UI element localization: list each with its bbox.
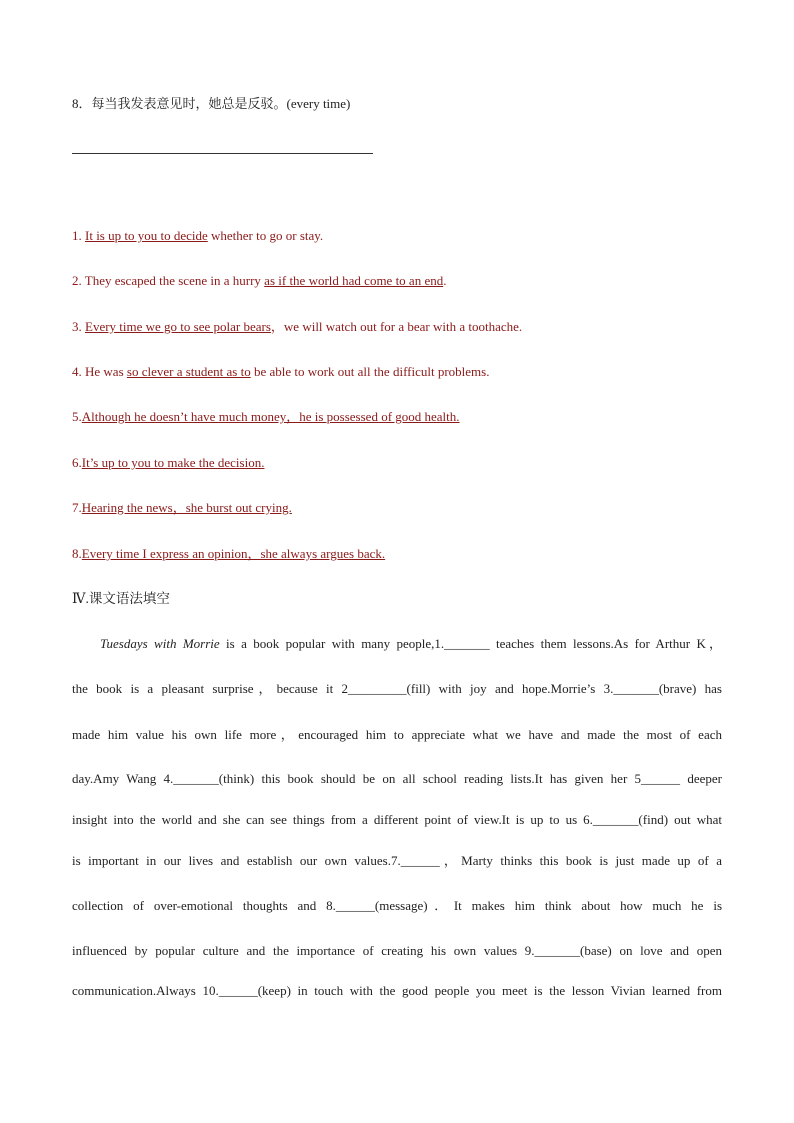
answer-3: 3. Every time we go to see polar bears，we will watch out for a bear with a toothache. [72, 319, 523, 334]
answer-1: 1. It is up to you to decide whether to go or stay. [72, 228, 324, 243]
passage-line-7: collection of over-emotional thoughts and 8.______(message)．It makes him think about how much he is [72, 898, 722, 913]
answer-4: 4. He was so clever a student as to be able to work out all the difficult problems. [72, 364, 490, 379]
passage-line-5: insight into the world and she can see things from a different point of view.It is up to us 6._______(find) out what [72, 812, 722, 827]
passage-line-8: influenced by popular culture and the importance of creating his own values 9._______(base) on love and open [72, 943, 722, 958]
book-title: Tuesdays with Morrie [100, 636, 220, 651]
answer-2: 2. They escaped the scene in a hurry as if the world had come to an end. [72, 273, 447, 288]
section-title: Ⅳ.课文语法填空 [72, 591, 170, 606]
answer-key-phrase: Every time we go to see polar bears [85, 319, 271, 334]
answer-key-phrase: It’s up to you to make the decision. [81, 455, 265, 470]
passage-line-9: communication.Always 10.______(keep) in touch with the good people you meet is the lesson Vivian learned from [72, 983, 722, 998]
answer-key-phrase: as if the world had come to an end [264, 273, 444, 288]
answer-8: 8.Every time I express an opinion，she always argues back. [72, 546, 386, 561]
answer-7: 7.Hearing the news，she burst out crying. [72, 500, 292, 515]
passage-line-1: Tuesdays with Morrie is a book popular with many people,1._______ teaches them lessons.As for Arthur K， [100, 636, 722, 651]
answer-key-phrase: Every time I express an opinion，she always argues back. [81, 546, 386, 561]
passage-line-2: the book is a pleasant surprise，because it 2_________(fill) with joy and hope.Morrie’s 3._______(brave) has [72, 681, 722, 696]
answer-key-phrase: so clever a student as to [126, 364, 251, 379]
question-8: 8．每当我发表意见时，她总是反驳。(every time) [72, 96, 351, 111]
answer-5: 5.Although he doesn’t have much money，he is possessed of good health. [72, 409, 460, 424]
answer-key-phrase: It is up to you to decide [85, 228, 208, 243]
answer-6: 6.It’s up to you to make the decision. [72, 455, 265, 470]
answer-key-phrase: Hearing the news，she burst out crying. [81, 500, 292, 515]
passage-line-4: day.Amy Wang 4._______(think) this book should be on all school reading lists.It has given her 5______ deeper [72, 771, 722, 786]
answer-key-phrase: Although he doesn’t have much money，he is possessed of good health. [81, 409, 460, 424]
answer-blank-line [72, 153, 373, 154]
passage-line-3: made him value his own life more，encouraged him to appreciate what we have and made the most of each [72, 727, 722, 742]
passage-line-6: is important in our lives and establish our own values.7.______，Marty thinks this book is just made up of a [72, 853, 722, 868]
